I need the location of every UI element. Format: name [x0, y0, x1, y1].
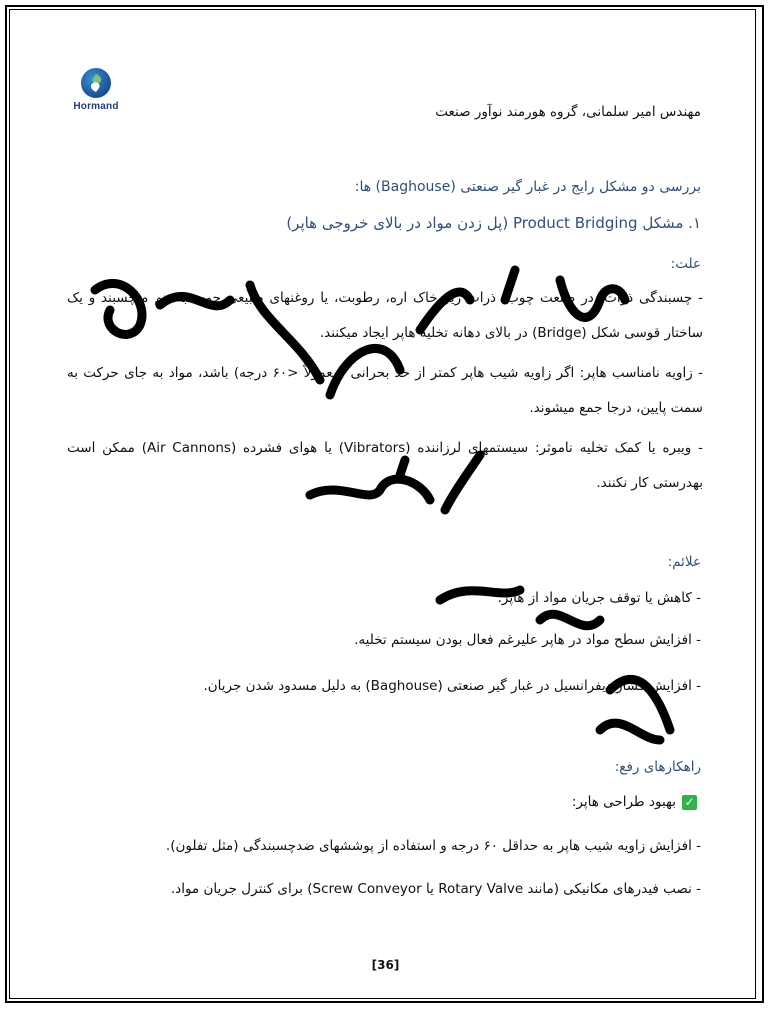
causes-label: علت: — [670, 256, 701, 272]
check-mark-icon: ✓ — [682, 795, 697, 810]
cause-item: - ویبره یا کمک تخلیه ناموثر: سیستمهای لرزاننده (Vibrators) یا هوای فشرده (Air Cannons) ممکن است بهدرستی کار نکنند. — [67, 440, 704, 491]
cause-item: - چسبندگی ذرات: در صنعت چوب، ذرات ریز خاک اره، رطوبت، یا روغنهای طبیعی چوب به هم میچسبند و یک ساختار قوسی شکل (Bridge) در بالای دهانه تخلیه هاپر ایجاد میکنند. — [67, 290, 703, 341]
symptom-item: - افزایش سطح مواد در هاپر علیرغم فعال بودن سیستم تخلیه. — [354, 632, 701, 648]
hormand-logo-icon — [72, 68, 120, 118]
symptom-item: - کاهش یا توقف جریان مواد از هاپر. — [497, 590, 701, 606]
solutions-label: راهکارهای رفع: — [614, 759, 701, 775]
solution-heading-text: بهبود طراحی هاپر: — [571, 794, 676, 810]
solution-heading — [572, 792, 697, 812]
logo-text: Hormand — [73, 101, 119, 112]
logo-disc — [81, 68, 111, 98]
problem-title: ۱. مشکل Product Bridging (پل زدن مواد در بالای خروجی هاپر) — [286, 214, 701, 232]
solution-item: - افزایش زاویه شیب هاپر به حداقل ۶۰ درجه و استفاده از پوششهای ضدچسبندگی (مثل تفلون). — [165, 838, 701, 854]
symptoms-label: علائم: — [667, 554, 701, 570]
section-heading: بررسی دو مشکل رایج در غبار گیر صنعتی (Baghouse) ها: — [354, 179, 701, 195]
solution-item: - نصب فیدرهای مکانیکی (مانند Rotary Valve یا Screw Conveyor) برای کنترل جریان مواد. — [170, 881, 701, 897]
author-line: مهندس امیر سلمانی، گروه هورمند نوآور صنعت — [435, 104, 701, 120]
symptom-item: - افزایش فشار دیفرانسیل در غبار گیر صنعتی (Baghouse) به دلیل مسدود شدن جریان. — [203, 678, 701, 694]
cause-item: - زاویه نامناسب هاپر: اگر زاویه شیب هاپر کمتر از حد بحرانی (معمولاً <۶۰ درجه) باشد، مواد به جای حرکت به سمت پایین، درجا جمع میشوند. — [67, 365, 703, 416]
page-number: [36] — [371, 958, 400, 972]
